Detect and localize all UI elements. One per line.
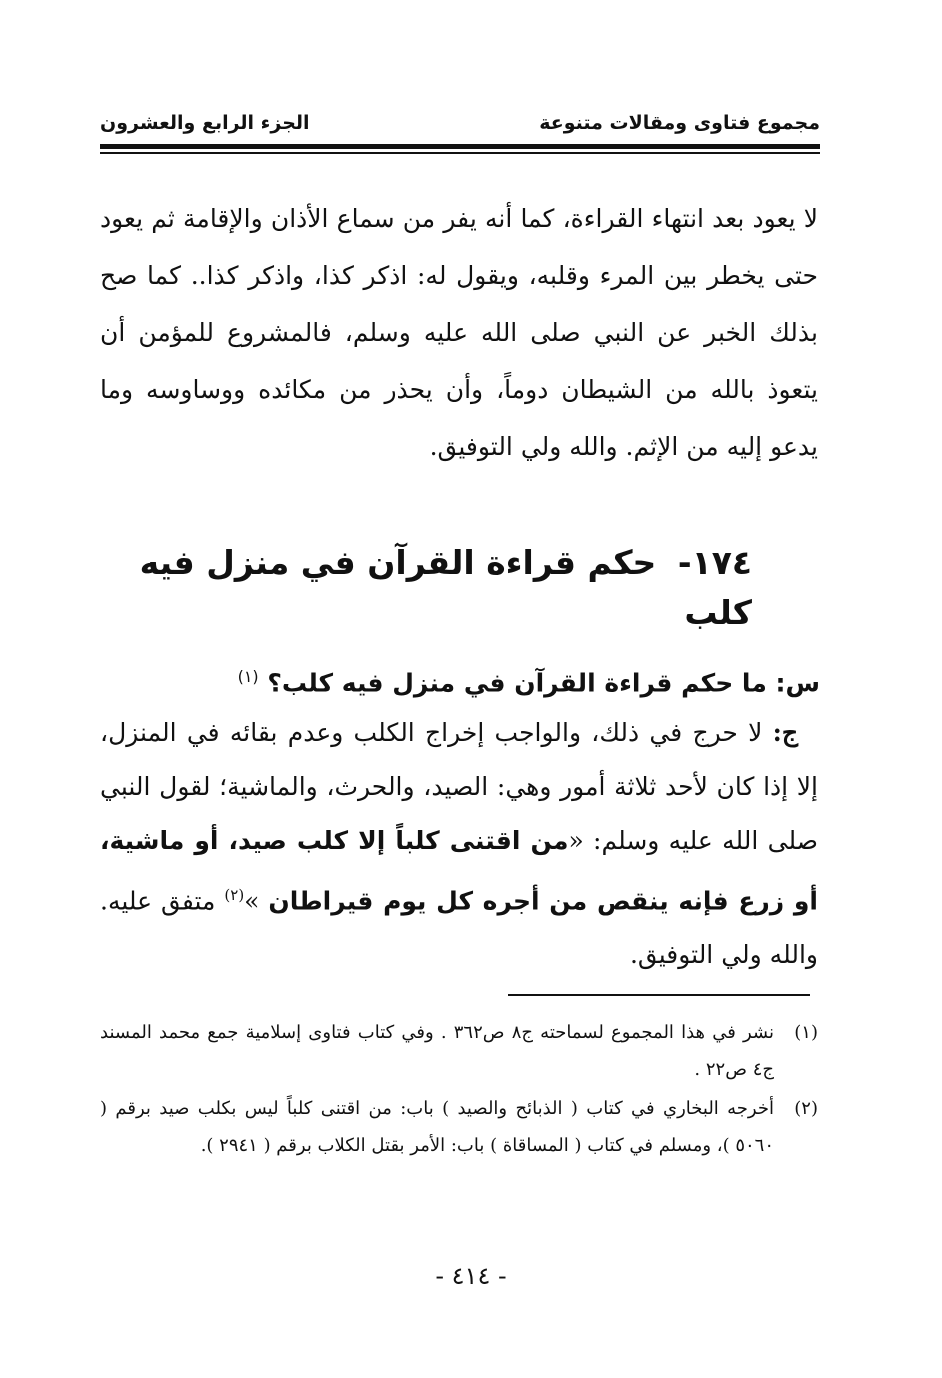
- running-header: [100, 108, 820, 138]
- footnote-text: نشر في هذا المجموع لسماحته ج٨ ص٣٦٢ . وفي كتاب فتاوى إسلامية جمع محمد المسند ج٤ ص٢٢ .: [100, 1022, 775, 1080]
- section-heading: [120, 538, 752, 638]
- footnote: [100, 1090, 818, 1164]
- question-text: س: ما حكم قراءة القرآن في منزل فيه كلب؟: [267, 668, 820, 698]
- section-title: حكم قراءة القرآن في منزل فيه كلب: [139, 543, 752, 632]
- footnote: [100, 1014, 818, 1088]
- footnote-text: أخرجه البخاري في كتاب ( الذبائح والصيد ) باب: من اقتنى كلباً ليس بكلب صيد برقم ( ٥٠٦٠ )، ومسلم في كتاب ( المساقاة ) باب: الأمر بقتل الكلاب برقم ( ٢٩٤١ ).: [100, 1098, 774, 1156]
- footnotes: [100, 1014, 818, 1166]
- footnote-number: (١): [794, 1022, 818, 1043]
- hadith-quote: من اقتنى كلباً إلا كلب صيد، أو ماشية، أو زرع فإنه ينقص من أجره كل يوم قيراطان: [100, 826, 818, 916]
- page-number: - ٤١٤ -: [435, 1262, 507, 1290]
- footnote-separator: [508, 994, 810, 996]
- volume-label: الجزء الرابع والعشرون: [100, 112, 310, 134]
- answer-footnote-ref: (٢): [224, 886, 245, 904]
- question: [150, 652, 820, 708]
- answer-text: لا حرج في ذلك، والواجب إخراج الكلب وعدم بقائه في المنزل، إلا إذا كان لأحد ثلاثة أمور وهي: الصيد، والحرث، والماشية؛ لقول النبي صلى الله عليه وسلم: «: [100, 718, 818, 855]
- header-rule-thick: [100, 144, 820, 149]
- hadith-close-quote: »: [244, 886, 269, 916]
- answer-lead: ج:: [772, 718, 799, 747]
- answer-ending: متفق عليه. والله ولي التوفيق.: [100, 886, 818, 970]
- header-rule-thin: [100, 152, 820, 154]
- book-title: مجموع فتاوى ومقالات متنوعة: [539, 112, 820, 134]
- answer: [100, 706, 818, 982]
- question-footnote-ref: (١): [237, 667, 259, 686]
- continued-paragraph: لا يعود بعد انتهاء القراءة، كما أنه يفر من سماع الأذان والإقامة ثم يعود حتى يخطر بين المرء وقلبه، ويقول له: اذكر كذا، واذكر كذا.. كما صح بذلك الخبر عن النبي صلى الله عليه وسلم، فالمشروع للمؤمن أن يتعوذ بالله من الشيطان دوماً، وأن يحذر من مكائده ووساوسه وما يدعو إليه من الإثم. والله ولي التوفيق.: [100, 204, 818, 461]
- footnote-number: (٢): [794, 1098, 818, 1119]
- section-number: ١٧٤-: [677, 543, 752, 582]
